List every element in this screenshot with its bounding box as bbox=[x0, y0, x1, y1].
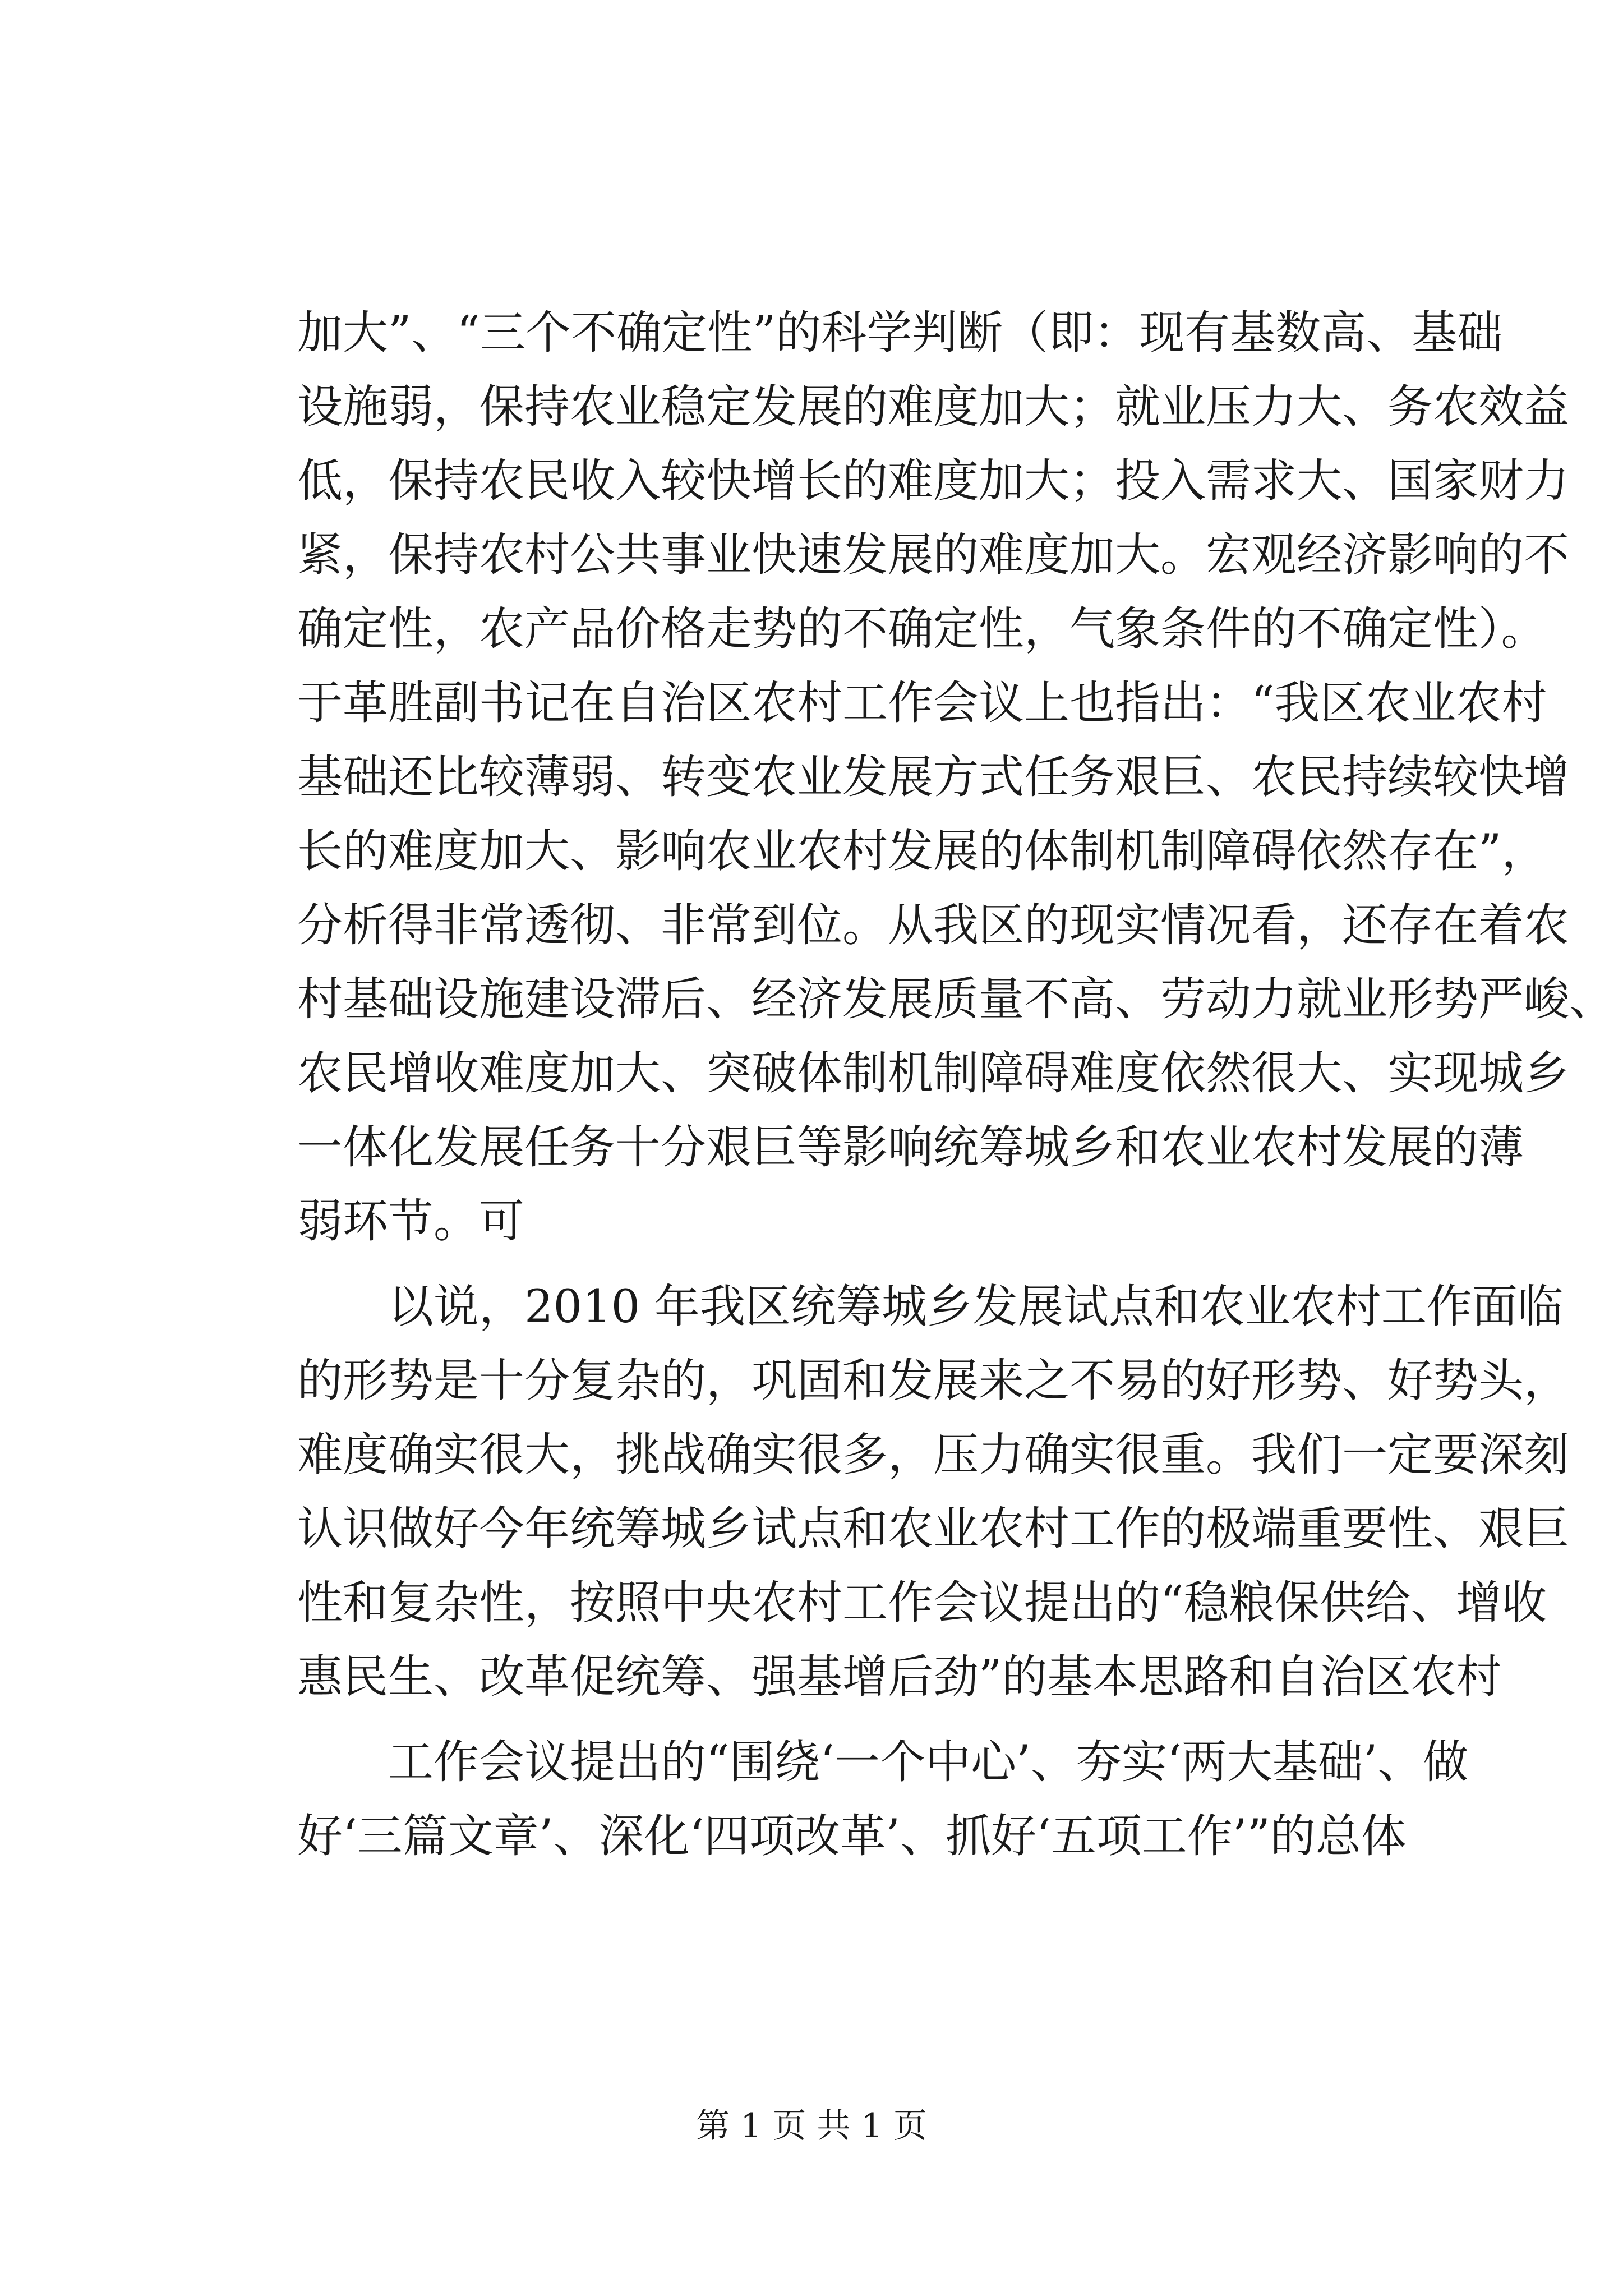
text-line-12: 一体化发展任务十分艰巨等影响统筹城乡和农业农村发展的薄 bbox=[297, 1121, 1524, 1174]
body-text bbox=[297, 296, 1615, 1874]
text-line-3: 低，保持农民收入较快增长的难度加大；投入需求大、国家财力 bbox=[297, 455, 1570, 508]
text-line-16: 难度确实很大，挑战确实很多，压力确实很重。我们一定要深刻 bbox=[297, 1429, 1570, 1481]
text-line-19: 惠民生、改革促统筹、强基增后劲”的基本思路和自治区农村 bbox=[297, 1651, 1502, 1704]
page-number-footer: 第 1 页 共 1 页 bbox=[696, 2106, 927, 2146]
text-line-2: 设施弱，保持农业稳定发展的难度加大；就业压力大、务农效益 bbox=[297, 381, 1570, 434]
text-line-10: 村基础设施建设滞后、经济发展质量不高、劳动力就业形势严峻、 bbox=[297, 973, 1615, 1026]
text-line-13: 弱环节。可 bbox=[297, 1195, 525, 1248]
text-line-7: 基础还比较薄弱、转变农业发展方式任务艰巨、农民持续较快增 bbox=[297, 751, 1570, 804]
text-line-4: 紧，保持农村公共事业快速发展的难度加大。宏观经济影响的不 bbox=[297, 529, 1570, 582]
text-line-1: 加大”、“三个不确定性”的科学判断（即：现有基数高、基础 bbox=[297, 307, 1503, 360]
text-line-11: 农民增收难度加大、突破体制机制障碍难度依然很大、实现城乡 bbox=[297, 1047, 1570, 1100]
text-line-17: 认识做好今年统筹城乡试点和农业农村工作的极端重要性、艰巨 bbox=[297, 1503, 1570, 1556]
text-line-14: 以说，2010 年我区统筹城乡发展试点和农业农村工作面临 bbox=[388, 1281, 1563, 1333]
text-line-18: 性和复杂性，按照中央农村工作会议提出的“稳粮保供给、增收 bbox=[297, 1577, 1547, 1630]
text-line-8: 长的难度加大、影响农业农村发展的体制机制障碍依然存在”， bbox=[297, 825, 1547, 878]
text-line-6: 于革胜副书记在自治区农村工作会议上也指出：“我区农业农村 bbox=[297, 677, 1547, 730]
text-line-15: 的形势是十分复杂的，巩固和发展来之不易的好形势、好势头， bbox=[297, 1355, 1570, 1407]
text-line-20: 工作会议提出的“围绕‘一个中心’、夯实‘两大基础’、做 bbox=[388, 1736, 1469, 1789]
text-line-5: 确定性，农产品价格走势的不确定性，气象条件的不确定性）。 bbox=[297, 603, 1547, 656]
text-line-21: 好‘三篇文章’、深化‘四项改革’、抓好‘五项工作’”的总体 bbox=[297, 1810, 1407, 1863]
text-line-9: 分析得非常透彻、非常到位。从我区的现实情况看，还存在着农 bbox=[297, 899, 1570, 952]
